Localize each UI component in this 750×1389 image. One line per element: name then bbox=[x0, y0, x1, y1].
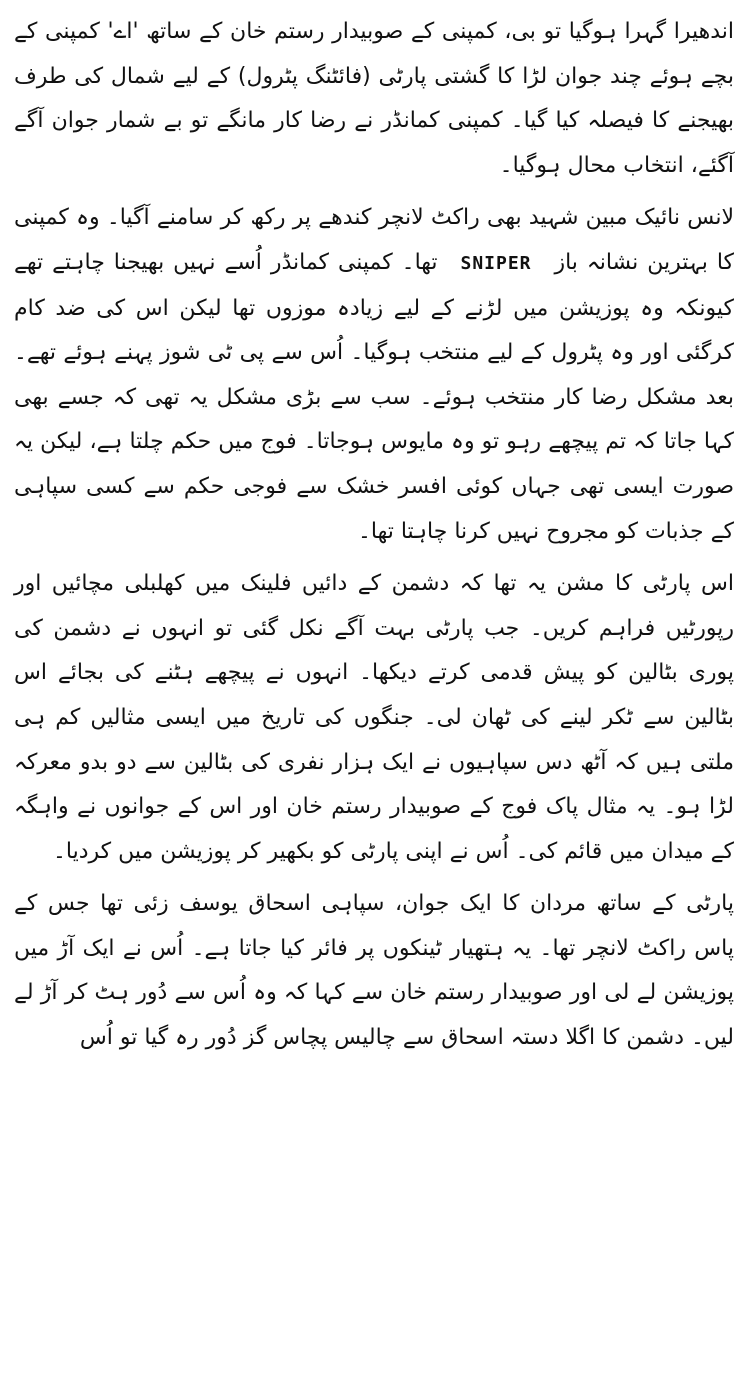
paragraph-text-before: لانس نائیک مبین شہید بھی راکٹ لانچر کندھے پر رکھ کر سامنے آگیا۔ وہ کمپنی کا بہترین نشانہ باز bbox=[14, 205, 735, 275]
paragraph-text-after: تھا۔ کمپنی کمانڈر اُسے نہیں بھیجنا چاہتے تھے کیونکہ وہ پوزیشن میں لڑنے کے لیے زیادہ موزوں تھا لیکن اس کی ضد کام کرگئی اور وہ پٹرول کے لیے منتخب ہوگیا۔ اُس سے پی ٹی شوز پہنے ہوئے تھے۔ بعد مشکل رضا کار منتخب ہوئے۔ سب سے بڑی مشکل یہ تھی کہ جسے بھی کہا جاتا کہ تم پیچھے رہو تو وہ مایوس ہوجاتا۔ فوج میں حکم چلتا ہے، لیکن یہ صورت ایسی تھی جہاں کوئی افسر خشک سے فوجی حکم سے کسی سپاہی کے جذبات کو مجروح نہیں کرنا چاہتا تھا۔ bbox=[14, 249, 734, 544]
paragraph-party-mission bbox=[14, 562, 734, 874]
book-page bbox=[14, 10, 734, 1380]
paragraph-text: پارٹی کے ساتھ مردان کا ایک جوان، سپاہی اسحاق یوسف زئی تھا جس کے پاس راکٹ لانچر تھا۔ یہ ہتھیار ٹینکوں پر فائر کیا جاتا ہے۔ اُس نے ایک آڑ میں پوزیشن لے لی اور صوبیدار رستم خان سے کہا کہ وہ اُس سے دُور ہٹ کر آڑ لے لیں۔ دشمن کا اگلا دستہ اسحاق سے چالیس پچاس گز دُور رہ گیا تو اُس bbox=[14, 891, 734, 1051]
paragraph-text: اندھیرا گہرا ہوگیا تو بی، کمپنی کے صوبیدار رستم خان کے ساتھ 'اے' کمپنی کے بچے ہوئے چند جوان لڑا کا گشتی پارٹی (فائٹنگ پٹرول) کے لیے شمال کی طرف بھیجنے کا فیصلہ کیا گیا۔ کمپنی کمانڈر نے رضا کار مانگے تو بے شمار جوان آگے آگئے، انتخاب محال ہوگیا۔ bbox=[14, 19, 735, 178]
paragraph-lance-naik-mubeen bbox=[14, 196, 734, 554]
sniper-english-word: SNIPER bbox=[460, 252, 532, 274]
paragraph-text: اس پارٹی کا مشن یہ تھا کہ دشمن کے دائیں فلینک میں کھلبلی مچائیں اور رپورٹیں فراہم کریں۔ جب پارٹی بہت آگے نکل گئی تو انہوں نے دشمن کی پوری بٹالین کو پیش قدمی کرتے دیکھا۔ انہوں نے پیچھے ہٹنے کی بجائے اس بٹالین سے ٹکر لینے کی ٹھان لی۔ جنگوں کی تاریخ میں ایسی مثالیں کم ہی ملتی ہیں کہ آٹھ دس سپاہیوں نے ایک ہزار نفری کی بٹالین سے دو بدو معرکہ لڑا ہو۔ یہ مثال پاک فوج کے صوبیدار رستم خان اور اس کے جوانوں نے واہگہ کے میدان میں قائم کی۔ اُس نے اپنی پارٹی کو بکھیر کر پوزیشن میں کردیا۔ bbox=[14, 571, 734, 864]
paragraph-ishaq-yousafzai bbox=[14, 882, 734, 1060]
paragraph-patrol-decision bbox=[14, 10, 734, 188]
